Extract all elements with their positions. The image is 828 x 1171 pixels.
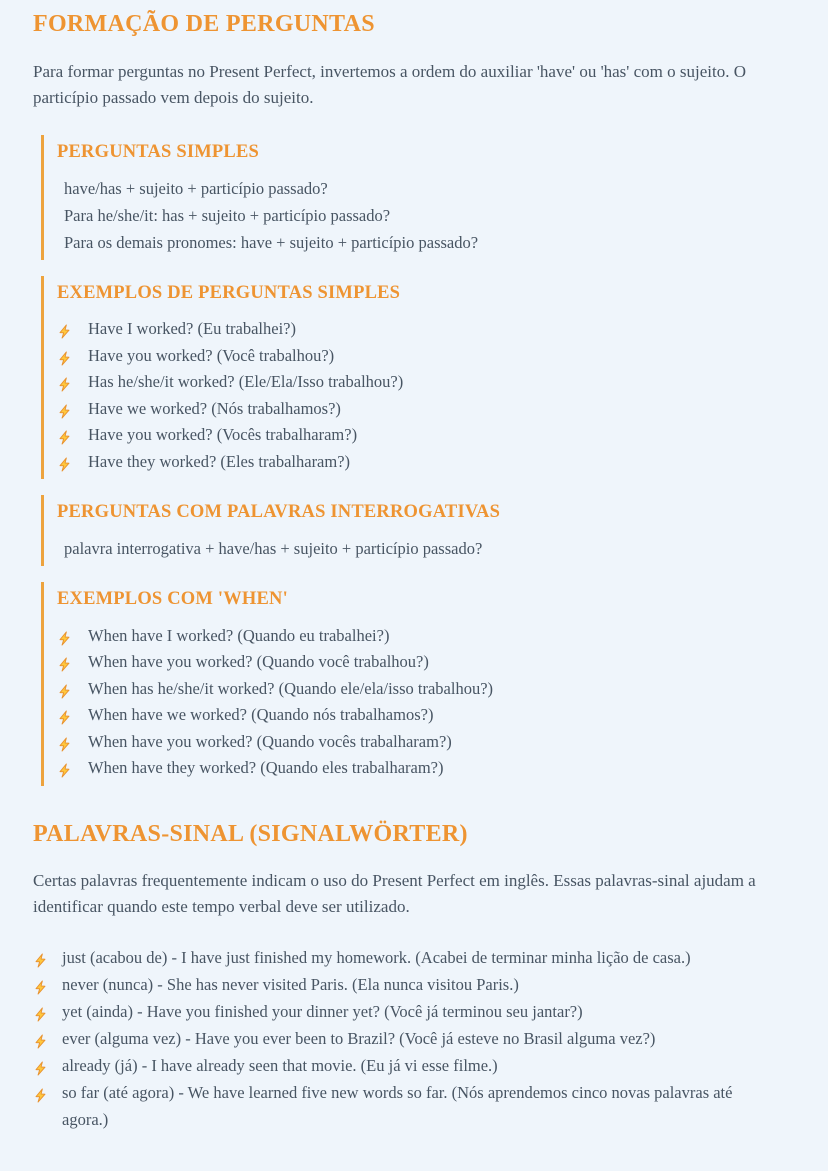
example-item xyxy=(57,396,790,423)
formula-line: palavra interrogativa + have/has + sujeito + particípio passado? xyxy=(64,539,483,559)
lightning-bolt-icon xyxy=(33,1057,48,1072)
subsection-title: PERGUNTAS COM PALAVRAS INTERROGATIVAS xyxy=(57,502,501,523)
lightning-bolt-icon xyxy=(33,976,48,991)
subsection-lines xyxy=(57,623,790,782)
lightning-bolt-icon xyxy=(57,454,72,469)
example-item xyxy=(57,676,790,703)
item-text: already (já) - I have already seen that movie. (Eu já vi esse filme.) xyxy=(62,1056,498,1076)
signal-word-item xyxy=(33,998,775,1025)
subsection xyxy=(41,582,790,785)
signal-word-item xyxy=(33,1025,775,1052)
item-text: so far (até agora) - We have learned five new words so far. (Nós aprendemos cinco novas palavras até agora.) xyxy=(62,1083,733,1130)
item-text: Have we worked? (Nós trabalhamos?) xyxy=(88,398,341,418)
item-text: When have they worked? (Quando eles trabalharam?) xyxy=(88,758,444,778)
example-item xyxy=(57,369,790,396)
item-text: ever (alguma vez) - Have you ever been to Brazil? (Você já esteve no Brasil alguma vez?) xyxy=(62,1029,656,1049)
lightning-bolt-icon xyxy=(57,427,72,442)
item-text: When have you worked? (Quando vocês trabalharam?) xyxy=(88,731,452,751)
example-item xyxy=(57,316,790,343)
item-text: Have I worked? (Eu trabalhei?) xyxy=(88,319,296,339)
formula-line: Para he/she/it: has + sujeito + particípio passado? xyxy=(64,205,391,225)
lightning-bolt-icon xyxy=(57,707,72,722)
lightning-bolt-icon xyxy=(33,1003,48,1018)
subsection-title: PERGUNTAS SIMPLES xyxy=(57,141,259,162)
subsection xyxy=(41,135,790,260)
example-item xyxy=(57,729,790,756)
example-item xyxy=(57,755,790,782)
subsection-lines xyxy=(57,175,790,256)
lightning-bolt-icon xyxy=(57,374,72,389)
lightning-bolt-icon xyxy=(57,401,72,416)
signal-words-list xyxy=(33,944,775,1133)
lightning-bolt-icon xyxy=(33,949,48,964)
example-item xyxy=(57,449,790,476)
lightning-bolt-icon xyxy=(57,654,72,669)
example-item xyxy=(57,623,790,650)
page-title-palavras-sinal: PALAVRAS-SINAL (SIGNALWÖRTER) xyxy=(33,820,468,847)
item-text: Have they worked? (Eles trabalharam?) xyxy=(88,451,351,471)
item-text: When have I worked? (Quando eu trabalhei?) xyxy=(88,625,390,645)
lightning-bolt-icon xyxy=(57,628,72,643)
signal-word-item xyxy=(33,944,775,971)
item-text: When has he/she/it worked? (Quando ele/ela/isso trabalhou?) xyxy=(88,678,494,698)
subsections-container xyxy=(33,135,790,786)
item-text: Have you worked? (Você trabalhou?) xyxy=(88,345,335,365)
example-item xyxy=(57,422,790,449)
lightning-bolt-icon xyxy=(57,681,72,696)
palavras-sinal-intro-paragraph: Certas palavras frequentemente indicam o uso do Present Perfect em inglês. Essas palavras-sinal ajudam a identificar quando este tempo verbal deve ser utilizado. xyxy=(33,871,756,917)
lightning-bolt-icon xyxy=(33,1030,48,1045)
lightning-bolt-icon xyxy=(33,1084,48,1099)
item-text: When have we worked? (Quando nós trabalhamos?) xyxy=(88,705,434,725)
item-text: Has he/she/it worked? (Ele/Ela/Isso trabalhou?) xyxy=(88,372,404,392)
item-text: never (nunca) - She has never visited Paris. (Ela nunca visitou Paris.) xyxy=(62,975,519,995)
lightning-bolt-icon xyxy=(57,734,72,749)
subsection-lines xyxy=(57,316,790,475)
example-item xyxy=(57,702,790,729)
item-text: yet (ainda) - Have you finished your dinner yet? (Você já terminou seu jantar?) xyxy=(62,1002,583,1022)
formula-line: Para os demais pronomes: have + sujeito + particípio passado? xyxy=(64,232,479,252)
subsection-title: EXEMPLOS COM 'WHEN' xyxy=(57,589,288,610)
page-title-formacao-de-perguntas: FORMAÇÃO DE PERGUNTAS xyxy=(33,11,375,37)
example-item xyxy=(57,343,790,370)
subsection xyxy=(41,276,790,479)
example-item xyxy=(57,649,790,676)
lightning-bolt-icon xyxy=(57,348,72,363)
signal-word-item xyxy=(33,1052,775,1079)
signal-word-item xyxy=(33,1079,775,1133)
subsection-title: EXEMPLOS DE PERGUNTAS SIMPLES xyxy=(57,282,401,303)
subsection xyxy=(41,495,790,566)
item-text: just (acabou de) - I have just finished my homework. (Acabei de terminar minha lição de casa.) xyxy=(62,948,691,968)
subsection-lines xyxy=(57,535,790,562)
signal-word-item xyxy=(33,971,775,998)
item-text: Have you worked? (Vocês trabalharam?) xyxy=(88,425,358,445)
formacao-intro-paragraph: Para formar perguntas no Present Perfect, invertemos a ordem do auxiliar 'have' ou 'has' com o sujeito. O particípio passado vem depois do sujeito. xyxy=(33,61,746,107)
lightning-bolt-icon xyxy=(57,321,72,336)
item-text: When have you worked? (Quando você trabalhou?) xyxy=(88,652,429,672)
lightning-bolt-icon xyxy=(57,760,72,775)
formula-line: have/has + sujeito + particípio passado? xyxy=(64,178,328,198)
